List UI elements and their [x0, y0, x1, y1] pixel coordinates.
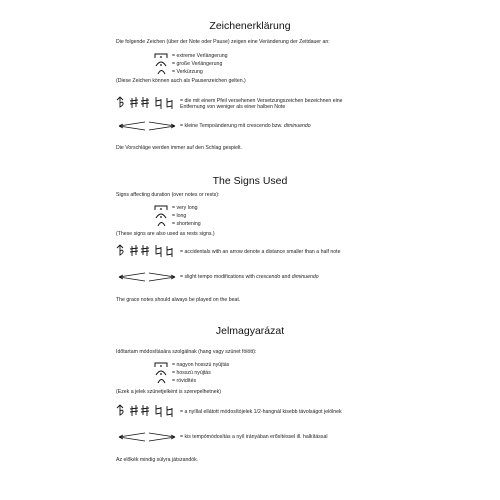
fermata-icon — [155, 59, 167, 67]
german-accidentals-text-1: = die mit einem Pfeil versehenen Versetzungszeichen bezeichnen eine — [180, 98, 343, 104]
english-rests-note: (These signs are also used as rests signs.) — [116, 231, 215, 237]
long-fermata-icon — [154, 360, 168, 368]
hungarian-tempo-text: = kis tempómódosítás a nyíl irányában erősítéssel ill. halkítással — [180, 434, 328, 440]
hairpin-arrows-icon — [117, 272, 177, 282]
german-tempo-text: = kleine Tempoänderung mit crescendo bzw. diminuendo — [180, 123, 311, 129]
german-accidentals-text-2: Entfernung von weniger als einer halben Note — [180, 104, 286, 110]
english-duration-1: = very long — [172, 205, 198, 211]
short-fermata-icon — [157, 219, 166, 227]
german-grace: Die Vorschläge werden immer auf den Schlag gespielt. — [116, 145, 243, 151]
fermata-icon — [155, 211, 167, 219]
hungarian-title: Jelmagyarázat — [215, 325, 285, 337]
german-duration-1: = extreme Verlängerung — [172, 53, 228, 59]
english-accidentals-text: = accidentals with an arrow denote a distance smaller than a half note — [180, 249, 341, 255]
short-fermata-icon — [157, 67, 166, 75]
english-tempo-text: = slight tempo modifications with crescendo and diminuendo — [180, 274, 319, 280]
english-duration-2: = long — [172, 213, 187, 219]
long-fermata-icon — [154, 203, 168, 211]
english-title: The Signs Used — [212, 175, 288, 187]
hungarian-rests-note: (Ezek a jelek szünetjelként is szerepelhetnek) — [116, 389, 221, 395]
hungarian-duration-3: = rövidítés — [172, 378, 197, 384]
hungarian-intro: Időtartam módosítására szolgálnak (hang vagy szünet fölött): — [116, 349, 257, 355]
hungarian-duration-1: = nagyon hosszú nyújtás — [172, 362, 230, 368]
hungarian-grace: Az előkék mindig súlyra játszandók. — [116, 457, 199, 463]
arrow-accidentals-icon — [117, 244, 175, 258]
hungarian-duration-2: = hosszú nyújtás — [172, 370, 211, 376]
arrow-accidentals-icon — [117, 96, 175, 110]
german-title: Zeichenerklärung — [209, 20, 291, 32]
hairpin-arrows-icon — [117, 432, 177, 442]
long-fermata-icon — [154, 51, 168, 59]
english-grace: The grace notes should always be played on the beat. — [116, 297, 241, 303]
german-duration-3: = Verkürzung — [172, 69, 203, 75]
arrow-accidentals-icon — [117, 404, 175, 418]
hungarian-accidentals-text: = a nyíllal ellátott módosítójelek 1/2-hangnál kisebb távolságot jelölnek — [180, 409, 342, 415]
english-intro: Signs affecting duration (over notes or rests): — [116, 192, 220, 198]
short-fermata-icon — [157, 376, 166, 384]
fermata-icon — [155, 368, 167, 376]
german-duration-2: = große Verlängerung — [172, 61, 223, 67]
english-duration-3: = shortening — [172, 221, 201, 227]
hairpin-arrows-icon — [117, 121, 177, 131]
german-rests-note: (Diese Zeichen können auch als Pausenzeichen gelten.) — [116, 78, 246, 84]
german-intro: Die folgende Zeichen (über der Note oder Pause) zeigen eine Veränderung der Zeitdauer an: — [116, 39, 330, 45]
